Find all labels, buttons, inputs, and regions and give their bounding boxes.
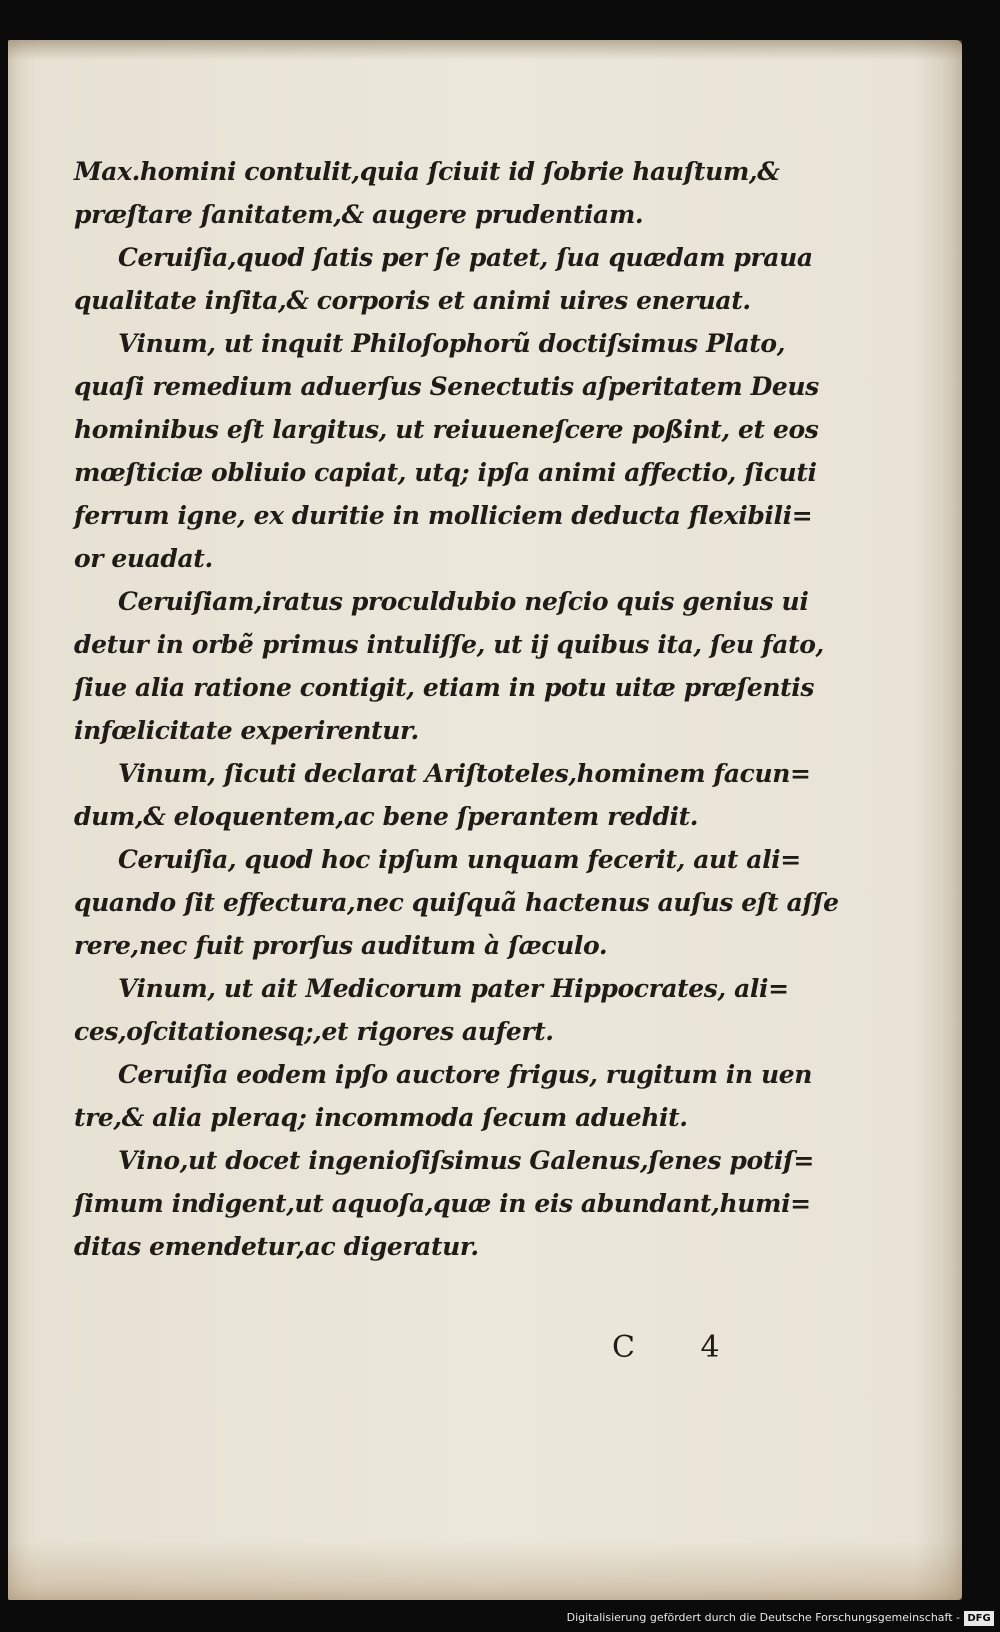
footer-bar bbox=[0, 1602, 1000, 1632]
text-line: Ceruiſia, quod hoc ipſum unquam fecerit, aut ali= bbox=[118, 845, 801, 874]
text-line: quaſi remedium aduerſus Senectutis aſperitatem Deus bbox=[74, 372, 819, 401]
text-line: quando ſit effectura,nec quiſquã hactenus auſus eſt aſſe bbox=[74, 888, 839, 917]
text-line: detur in orbẽ primus intuliſſe, ut ij quibus ita, ſeu fato, bbox=[74, 630, 824, 659]
text-line: Ceruiſia,quod ſatis per ſe patet, ſua quædam praua bbox=[118, 243, 813, 272]
text-line: dum,& eloquentem,ac bene ſperantem reddit. bbox=[74, 802, 699, 831]
text-line: ſimum indigent,ut aquoſa,quæ in eis abundant,humi= bbox=[74, 1189, 811, 1218]
text-line: Ceruiſia eodem ipſo auctore frigus, rugitum in uen bbox=[118, 1060, 813, 1089]
text-line: qualitate inſita,& corporis et animi uires eneruat. bbox=[74, 286, 751, 315]
text-line: Vino,ut docet ingenioſiſsimus Galenus,ſenes potiſ= bbox=[118, 1146, 814, 1175]
text-line: Vinum, ut ait Medicorum pater Hippocrates, ali= bbox=[118, 974, 789, 1003]
signature-mark: C 4 bbox=[612, 1330, 748, 1365]
book-page bbox=[8, 40, 962, 1600]
text-line: ditas emendetur,ac digeratur. bbox=[74, 1232, 479, 1261]
text-line: or euadat. bbox=[74, 544, 213, 573]
text-line: infœlicitate experirentur. bbox=[74, 716, 419, 745]
page-text bbox=[74, 150, 839, 1268]
text-line: ſiue alia ratione contigit, etiam in potu uitæ præſentis bbox=[74, 673, 815, 702]
text-line: Max.homini contulit,quia ſciuit id ſobrie hauſtum,& bbox=[74, 157, 780, 186]
funding-credit: Digitalisierung gefördert durch die Deutsche Forschungsgemeinschaft - bbox=[566, 1611, 960, 1624]
text-line: mœſticiæ obliuio capiat, utq; ipſa animi affectio, ſicuti bbox=[74, 458, 817, 487]
text-line: Vinum, ſicuti declarat Ariſtoteles,hominem facun= bbox=[118, 759, 811, 788]
text-line: rere,nec fuit prorſus auditum à ſæculo. bbox=[74, 931, 608, 960]
text-line: hominibus eſt largitus, ut reiuueneſcere poßint, et eos bbox=[74, 415, 819, 444]
text-line: Ceruiſiam,iratus proculdubio neſcio quis genius ui bbox=[118, 587, 809, 616]
text-line: Vinum, ut inquit Philoſophorũ doctiſsimus Plato, bbox=[118, 329, 786, 358]
text-line: ces,oſcitationesq;,et rigores aufert. bbox=[74, 1017, 554, 1046]
dfg-logo-icon: DFG bbox=[964, 1611, 994, 1626]
text-line: tre,& alia pleraq; incommoda ſecum aduehit. bbox=[74, 1103, 688, 1132]
text-line: ferrum igne, ex duritie in molliciem deducta flexibili= bbox=[74, 501, 813, 530]
text-line: præſtare ſanitatem,& augere prudentiam. bbox=[74, 200, 644, 229]
